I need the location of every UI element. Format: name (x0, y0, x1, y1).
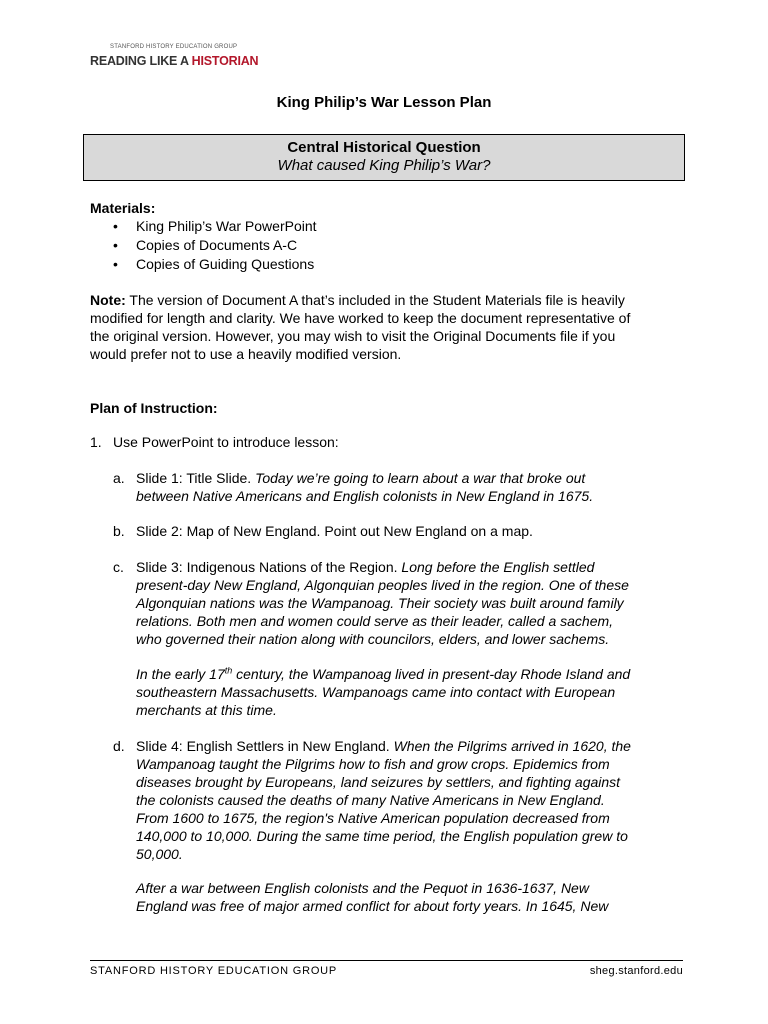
step-a: a. Slide 1: Title Slide. Today we’re going to learn about a war that broke out between Native Americans and English colonists in New England in 1675. (113, 470, 594, 504)
page-title: King Philip’s War Lesson Plan (276, 94, 492, 111)
org-small-label: STANFORD HISTORY EDUCATION GROUP (110, 44, 238, 50)
step-d-paragraph-2: After a war between English colonists and the Pequot in 1636-1637, New England was free of major armed conflict for about forty years. In 1645, New (136, 880, 609, 914)
materials-item: • Copies of Documents A-C (113, 237, 298, 253)
logo (90, 54, 258, 68)
plan-label: Plan of Instruction: (90, 400, 218, 416)
step-b: b. Slide 2: Map of New England. Point out New England on a map. (113, 523, 533, 539)
step-1: 1. Use PowerPoint to introduce lesson: (90, 434, 339, 450)
central-question-text: What caused King Philip’s War? (277, 157, 491, 174)
note-line: Note: The version of Document A that’s included in the Student Materials file is heavily (90, 292, 625, 308)
footer-divider (90, 960, 683, 961)
step-c-paragraph-2: In the early 17th century, the Wampanoag lived in present-day Rhode Island and southeastern Massachusetts. Wampanoags came into contact with European merchants at this time. (136, 665, 631, 718)
logo-part-2: HISTORIAN (191, 54, 259, 68)
materials-item: • Copies of Guiding Questions (113, 256, 315, 272)
footer-org: STANFORD HISTORY EDUCATION GROUP (90, 965, 338, 977)
central-question-heading: Central Historical Question (287, 139, 481, 156)
logo-part-1: READING LIKE A (90, 54, 192, 68)
central-question-box (83, 134, 685, 181)
note-line: modified for length and clarity. We have worked to keep the document representative of (90, 310, 631, 326)
materials-item: • King Philip’s War PowerPoint (113, 218, 317, 234)
note-line: the original version. However, you may wish to visit the Original Documents file if you (90, 328, 616, 344)
note-line: would prefer not to use a heavily modified version. (90, 346, 402, 362)
step-d: d. Slide 4: English Settlers in New England. When the Pilgrims arrived in 1620, the Wampanoag taught the Pilgrims how to fish and grow crops. Epidemics from diseases brought by Europeans, land seizures by settlers, and fighting against the colonists caused the deaths of many Native Americans in New England. From 1600 to 1675, the region's Native American population decreased from 140,000 to 10,000. During the same time period, the English population grew to 50,000. (113, 738, 631, 862)
step-c: c. Slide 3: Indigenous Nations of the Region. Long before the English settled present-day New England, Algonquian peoples lived in the region. One of these Algonquian nations was the Wampanoag. Their society was built around family relations. Both men and women could serve as their leader, called a sachem, who governed their nation along with councilors, elders, and lower sachems. (113, 559, 629, 647)
footer-url: sheg.stanford.edu (589, 965, 683, 977)
materials-label: Materials: (90, 200, 156, 216)
